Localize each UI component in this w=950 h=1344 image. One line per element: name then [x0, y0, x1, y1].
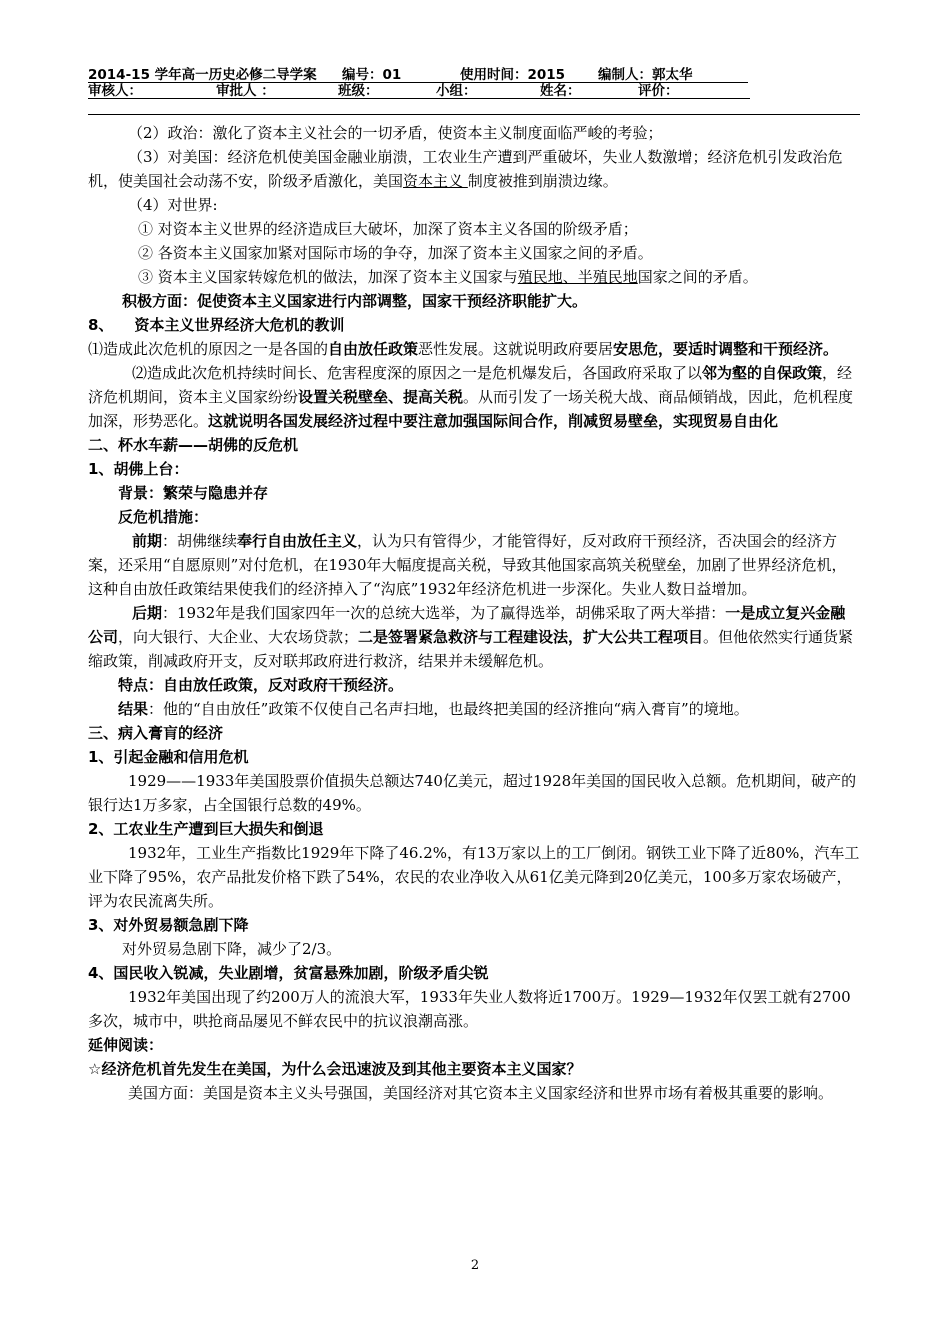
anti-crisis-measures-label: 反危机措施：	[118, 508, 209, 526]
header-title: 2014-15 学年高一历史必修二导学案	[88, 67, 317, 83]
financial-crisis-paragraph: 1929——1933年美国股票价值损失总额达740亿美元，超过1928年美国的国民收入总额。危机期间，破产的银行达1万多家，占全国银行总数的49%。	[88, 772, 857, 814]
extended-question: ☆经济危机首先发生在美国，为什么会迅速波及到其他主要资本主义国家？	[88, 1060, 582, 1078]
income-unemployment-paragraph: 1932年美国出现了约200万人的流浪大军，1933年失业人数将近1700万。1929—1932年仅罢工就有2700多次，城市中，哄抢商品屡见不鲜农民中的抗议浪潮高涨。	[88, 988, 851, 1030]
section-2-heading: 二、杯水车薪——胡佛的反危机	[88, 436, 299, 454]
hoover-feature: 特点：自由放任政策，反对政府干预经济。	[118, 676, 404, 694]
world-impact-heading: （4）对世界:	[128, 196, 218, 214]
extended-reading-label: 延伸阅读：	[88, 1036, 164, 1054]
header-evaluation: 评价：	[638, 83, 679, 99]
trade-decline-paragraph: 对外贸易急剧下降，减少了2/3。	[122, 940, 342, 958]
world-impact-item-2: ② 各资本主义国家加紧对国际市场的争夺，加深了资本主义国家之间的矛盾。	[138, 244, 653, 262]
production-loss-paragraph: 1932年，工业生产指数比1929年下降了46.2%，有13万家以上的工厂倒闭。钢铁工业下降了近80%，汽车工业下降了95%，农产品批发价格下跌了54%，农民的农业净收入从61亿美元降到20亿美元，100多万家农场破产，评为农民流离失所。	[88, 844, 860, 910]
hoover-background: 背景：繁荣与隐患并存	[118, 484, 269, 502]
section-3-heading: 三、病入膏肓的经济	[88, 724, 224, 742]
positive-aspect: 积极方面：促使资本主义国家进行内部调整，国家干预经济职能扩大。	[122, 292, 588, 310]
header-group: 小组：	[436, 83, 477, 99]
early-stage-paragraph: 前期：胡佛继续奉行自由放任主义，认为只有管得少，才能管得好，反对政府干预经济，否决国会的经济方案，还采用“自愿原则”对付危机，在1930年大幅度提高关税，导致其他国家高筑关税壁垒，加剧了世界经济危机，这种自由放任政策结果使我们的经济掉入了“沟底”1932年经济危机进一步深化。失业人数日益增加。	[88, 532, 847, 598]
header-class: 班级：	[338, 83, 379, 99]
lessons-heading: 8、 资本主义世界经济大危机的教训	[88, 316, 345, 334]
lesson-1-paragraph: ⑴造成此次危机的原因之一是各国的自由放任政策恶性发展。这就说明政府要居安思危，要适时调整和干预经济。	[88, 340, 839, 358]
header-rule	[88, 114, 860, 115]
trade-decline-heading: 3、对外贸易额急剧下降	[88, 916, 249, 934]
document-body	[88, 121, 860, 1105]
production-loss-heading: 2、工农业生产遭到巨大损失和倒退	[88, 820, 324, 838]
extended-answer: 美国方面：美国是资本主义头号强国，美国经济对其它资本主义国家经济和世界市场有着极其重要的影响。	[128, 1084, 834, 1102]
usa-impact-paragraph: （3）对美国：经济危机使美国金融业崩溃，工农业生产遭到严重破坏，失业人数激增；经济危机引发政治危机，使美国社会动荡不安，阶级矛盾激化，美国资本主义 制度被推到崩溃边缘。	[88, 148, 843, 190]
header-underline-2	[88, 98, 750, 99]
hoover-result: 结果：他的“自由放任”政策不仅使自己名声扫地，也最终把美国的经济推向“病入膏肓”的境地。	[118, 700, 749, 718]
late-stage-paragraph: 后期：1932年是我们国家四年一次的总统大选举，为了赢得选举，胡佛采取了两大举措：一是成立复兴金融公司，向大银行、大企业、大农场贷款；二是签署紧急救济与工程建设法，扩大公共工程项目。但他依然实行通货紧缩政策，削减政府开支，反对联邦政府进行救济，结果并未缓解危机。	[88, 604, 854, 670]
header-editor: 编制人：郭太华	[598, 67, 693, 83]
lesson-2-paragraph: ⑵造成此次危机持续时间长、危害程度深的原因之一是危机爆发后，各国政府采取了以邻为壑的自保政策，经济危机期间，资本主义国家纷纷设置关税壁垒、提高关税。从而引发了一场关税大战、商品倾销战，因此，危机程度加深，形势恶化。这就说明各国发展经济过程中要注意加强国际间合作，削减贸易壁垒，实现贸易自由化	[88, 364, 854, 430]
income-unemployment-heading: 4、国民收入锐减，失业剧增，贫富悬殊加剧，阶级矛盾尖锐	[88, 964, 489, 982]
header-reviewer: 审核人：	[88, 83, 142, 99]
header-approver: 审批人 ：	[216, 83, 275, 99]
header-number: 编号：01	[342, 67, 402, 83]
header-time: 使用时间：2015	[460, 67, 566, 83]
world-impact-item-1: ① 对资本主义世界的经济造成巨大破坏，加深了资本主义各国的阶级矛盾；	[138, 220, 638, 238]
hoover-heading: 1、胡佛上台：	[88, 460, 189, 478]
financial-crisis-heading: 1、引起金融和信用危机	[88, 748, 249, 766]
world-impact-item-3: ③ 资本主义国家转嫁危机的做法，加深了资本主义国家与殖民地、半殖民地国家之间的矛盾。	[138, 268, 758, 286]
politics-paragraph: （2）政治：激化了资本主义社会的一切矛盾，使资本主义制度面临严峻的考验；	[128, 124, 663, 142]
page-number: 2	[470, 1258, 480, 1273]
header-name: 姓名：	[540, 83, 581, 99]
